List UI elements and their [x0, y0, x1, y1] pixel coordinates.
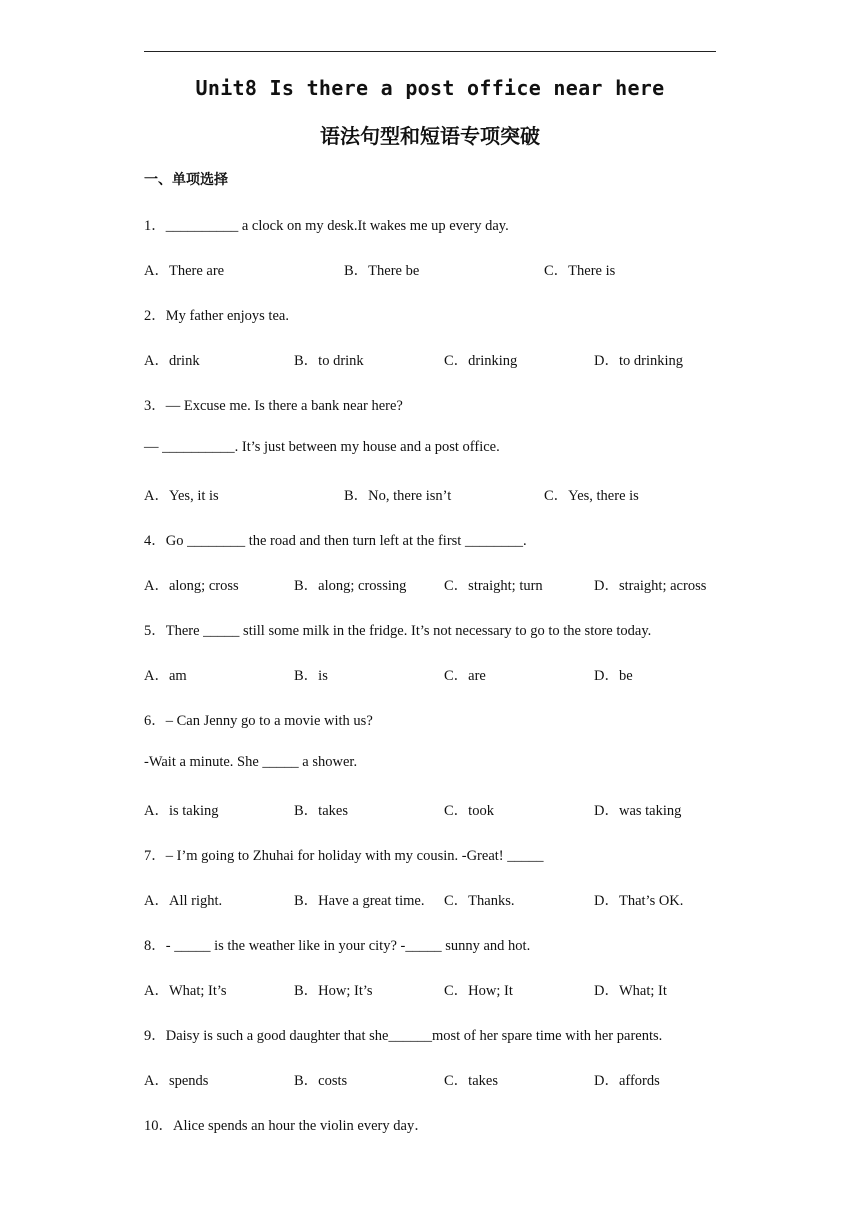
option-d[interactable]: D．What; It [594, 983, 667, 999]
question-stem: 4．Go ________ the road and then turn left at the first ________. [144, 533, 527, 549]
option-c[interactable]: C．There is [544, 263, 616, 279]
question-line: -Wait a minute. She _____ a shower. [144, 754, 358, 770]
option-c[interactable]: C．Yes, there is [544, 488, 639, 504]
question-stem: 8．- _____ is the weather like in your city? -_____ sunny and hot. [144, 938, 531, 954]
question-stem: 6．– Can Jenny go to a movie with us? [144, 713, 373, 729]
question-stem: 5．There _____ still some milk in the fridge. It’s not necessary to go to the store today. [144, 623, 652, 639]
option-a[interactable]: A．What; It’s [144, 983, 227, 999]
option-c[interactable]: C．Thanks. [444, 893, 515, 909]
option-a[interactable]: A．There are [144, 263, 225, 279]
option-d[interactable]: D．to drinking [594, 353, 684, 369]
option-c[interactable]: C．How; It [444, 983, 513, 999]
option-d[interactable]: D．was taking [594, 803, 682, 819]
question-stem: 7．– I’m going to Zhuhai for holiday with my cousin. -Great! _____ [144, 848, 544, 864]
question-stem: 2．My father enjoys tea. [144, 308, 289, 324]
option-b[interactable]: B．Have a great time. [294, 893, 425, 909]
question-line: — __________. It’s just between my house and a post office. [144, 439, 500, 455]
option-b[interactable]: B．is [294, 668, 328, 684]
option-c[interactable]: C．took [444, 803, 494, 819]
option-b[interactable]: B．takes [294, 803, 348, 819]
option-a[interactable]: A．drink [144, 353, 200, 369]
option-c[interactable]: C．straight; turn [444, 578, 543, 594]
question-stem: 9．Daisy is such a good daughter that she______most of her spare time with her parents. [144, 1028, 663, 1044]
page-title: Unit8 Is there a post office near here [195, 76, 665, 100]
option-d[interactable]: D．straight; across [594, 578, 707, 594]
question-stem: 1．__________ a clock on my desk.It wakes me up every day. [144, 218, 509, 234]
option-b[interactable]: B．costs [294, 1073, 348, 1089]
option-c[interactable]: C．takes [444, 1073, 498, 1089]
option-d[interactable]: D．That’s OK. [594, 893, 684, 909]
header-rule [144, 51, 716, 52]
option-a[interactable]: A．is taking [144, 803, 219, 819]
question-stem: 3．— Excuse me. Is there a bank near here? [144, 398, 403, 414]
section-heading: 一、单项选择 [144, 172, 228, 188]
option-a[interactable]: A．am [144, 668, 187, 684]
option-d[interactable]: D．be [594, 668, 633, 684]
option-b[interactable]: B．No, there isn’t [344, 488, 452, 504]
option-c[interactable]: C．are [444, 668, 486, 684]
question-stem: 10．Alice spends an hour the violin every day． [144, 1118, 429, 1134]
page-subtitle: 语法句型和短语专项突破 [320, 124, 540, 148]
option-a[interactable]: A．Yes, it is [144, 488, 219, 504]
option-b[interactable]: B．to drink [294, 353, 364, 369]
option-c[interactable]: C．drinking [444, 353, 518, 369]
option-d[interactable]: D．affords [594, 1073, 660, 1089]
option-b[interactable]: B．There be [344, 263, 420, 279]
option-b[interactable]: B．How; It’s [294, 983, 373, 999]
option-a[interactable]: A．along; cross [144, 578, 239, 594]
option-a[interactable]: A．spends [144, 1073, 209, 1089]
option-a[interactable]: A．All right. [144, 893, 223, 909]
option-b[interactable]: B．along; crossing [294, 578, 407, 594]
